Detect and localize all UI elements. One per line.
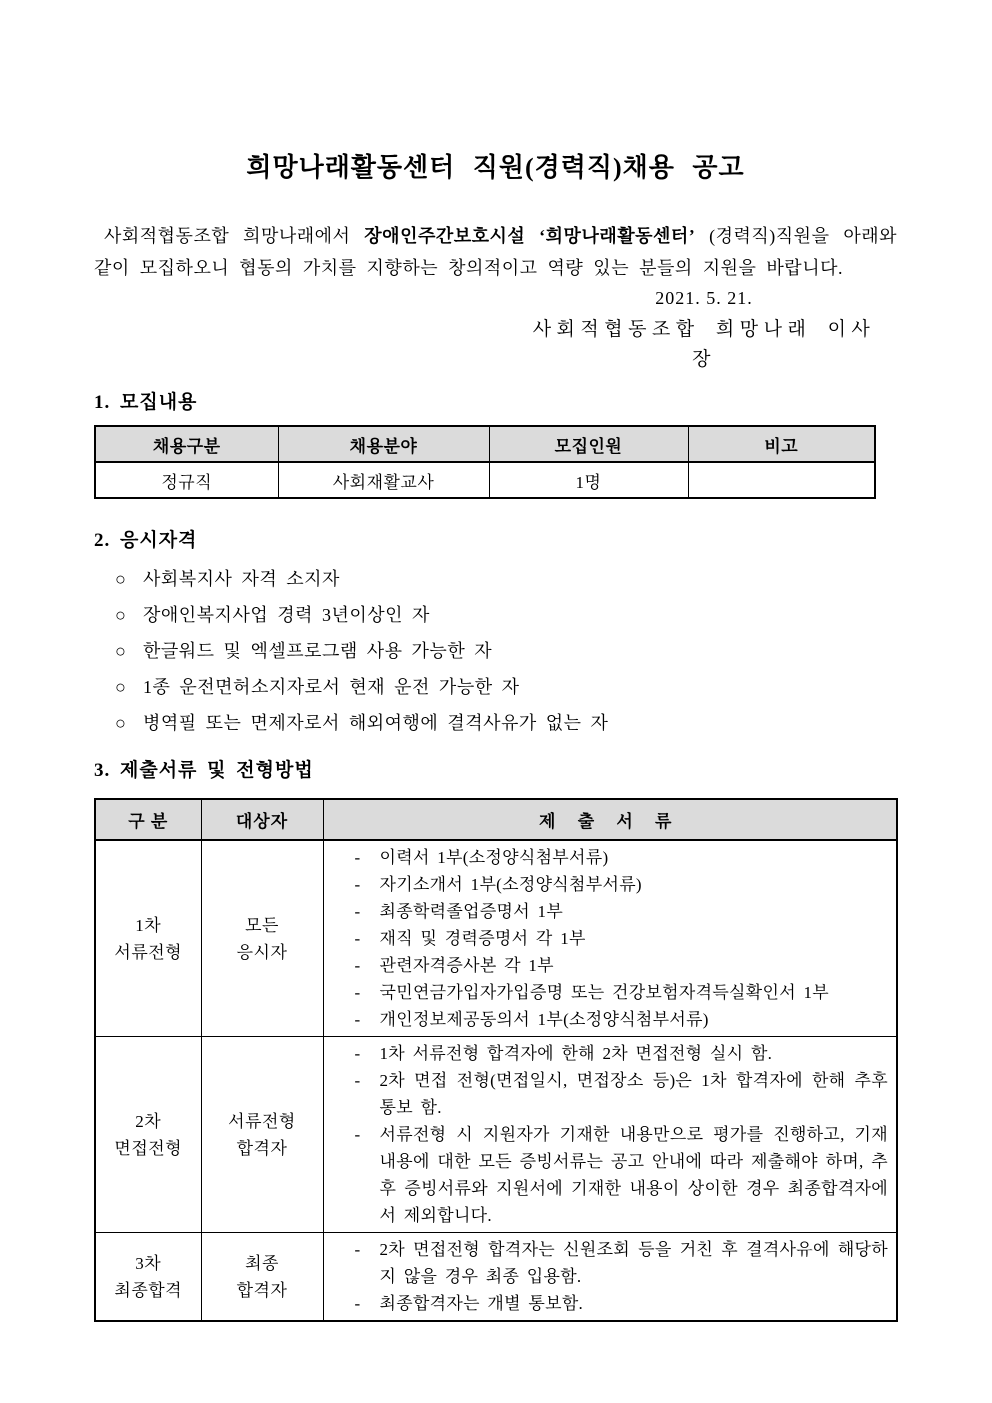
qualification-item (94, 633, 897, 669)
dash-bullet: - (354, 1125, 361, 1144)
cell-recruit-type: 정규직 (95, 462, 278, 498)
dash-bullet: - (354, 1010, 361, 1029)
qualification-item (94, 705, 897, 741)
cell-stage2 (95, 1037, 201, 1233)
intro-paragraph (94, 220, 897, 284)
doc-item-text: 1차 서류전형 합격자에 한해 2차 면접전형 실시 함. (379, 1044, 773, 1063)
stage-line2: 면접전형 (114, 1138, 183, 1158)
doc-item (339, 1040, 889, 1067)
doc-item (339, 844, 889, 871)
intro-text-2: (경력직)직원을 아래와 같이 모집하오니 협동의 가치를 지향하는 창의적이고 역량 있는 분들의 지원을 바랍니다. (94, 226, 897, 278)
doc-item-text: 재직 및 경력증명서 각 1부 (379, 929, 586, 948)
qualification-text: 장애인복지사업 경력 3년이상인 자 (143, 605, 430, 625)
intro-text-1: 사회적협동조합 희망나래에서 (104, 226, 351, 246)
qualification-text: 1종 운전면허소지자로서 현재 운전 가능한 자 (143, 677, 520, 697)
doc-item-text: 개인정보제공동의서 1부(소정양식첨부서류) (379, 1010, 709, 1029)
doc-item (339, 1006, 889, 1033)
doc-item (339, 1067, 889, 1121)
header-recruit-count: 모집인원 (489, 426, 688, 462)
stage-line1: 1차 (135, 915, 162, 935)
dash-bullet: - (354, 1071, 361, 1090)
circle-bullet-icon: ○ (115, 641, 127, 661)
dash-bullet: - (354, 956, 361, 975)
header-stage: 구 분 (95, 799, 201, 840)
submission-header-row (95, 799, 897, 840)
doc-item (339, 1236, 889, 1290)
doc-item (339, 1290, 889, 1317)
cell-recruit-field: 사회재활교사 (278, 462, 489, 498)
submission-process-table (94, 798, 898, 1322)
cell-target2 (201, 1037, 323, 1233)
cell-docs2 (323, 1037, 897, 1233)
section1-heading: 1. 모집내용 (94, 392, 198, 413)
section3-heading: 3. 제출서류 및 전형방법 (94, 760, 314, 781)
circle-bullet-icon: ○ (115, 569, 127, 589)
dash-bullet: - (354, 875, 361, 894)
table-row-stage1 (95, 840, 897, 1037)
doc-item-text: 최종학력졸업증명서 1부 (379, 902, 564, 921)
cell-target1 (201, 840, 323, 1037)
table-row-stage3 (95, 1233, 897, 1322)
doc-item (339, 952, 889, 979)
qualification-text: 병역필 또는 면제자로서 해외여행에 결격사유가 없는 자 (143, 713, 609, 733)
doc-item-text: 2차 면접전형 합격자는 신원조회 등을 거친 후 결격사유에 해당하지 않을 경우 최종 입용함. (379, 1240, 888, 1286)
header-recruit-type: 채용구분 (95, 426, 278, 462)
target-line2: 합격자 (236, 1138, 288, 1158)
doc-item-text: 자기소개서 1부(소정양식첨부서류) (379, 875, 642, 894)
target-line1: 모든 (245, 915, 279, 935)
header-recruit-field: 채용분야 (278, 426, 489, 462)
intro-bold-facility-type: 장애인주간보호시설 (364, 226, 526, 246)
dash-bullet: - (354, 902, 361, 921)
section2-heading: 2. 응시자격 (94, 530, 198, 551)
qualification-text: 사회복지사 자격 소지자 (143, 569, 340, 589)
doc-item (339, 1121, 889, 1229)
cell-recruit-count: 1명 (489, 462, 688, 498)
stage-line2: 서류전형 (114, 942, 183, 962)
dash-bullet: - (354, 929, 361, 948)
target-line1: 최종 (245, 1253, 279, 1273)
announcement-date: 2021. 5. 21. (655, 288, 753, 308)
stage-line2: 최종합격 (114, 1280, 183, 1300)
cell-recruit-note (688, 462, 875, 498)
doc-item-text: 최종합격자는 개별 통보함. (379, 1294, 584, 1313)
cell-target3 (201, 1233, 323, 1322)
circle-bullet-icon: ○ (115, 605, 127, 625)
recruitment-table (94, 425, 876, 499)
target-line2: 합격자 (236, 1280, 288, 1300)
doc-item-text: 서류전형 시 지원자가 기재한 내용만으로 평가를 진행하고, 기재 내용에 대한 모든 증빙서류는 공고 안내에 따라 제출해야 하며, 추후 증빙서류와 지원서에 기재한 내용이 상이한 경우 최종합격자에서 제외합니다. (379, 1125, 888, 1225)
doc-item (339, 871, 889, 898)
target-line2: 응시자 (236, 942, 288, 962)
cell-docs1 (323, 840, 897, 1037)
doc-item-text: 관련자격증사본 각 1부 (379, 956, 554, 975)
header-target: 대상자 (201, 799, 323, 840)
doc-item (339, 898, 889, 925)
qualification-item (94, 597, 897, 633)
stage-line1: 3차 (135, 1253, 162, 1273)
dash-bullet: - (354, 848, 361, 867)
qualification-text: 한글워드 및 엑셀프로그램 사용 가능한 자 (143, 641, 493, 661)
table-row-stage2 (95, 1037, 897, 1233)
dash-bullet: - (354, 1044, 361, 1063)
circle-bullet-icon: ○ (115, 677, 127, 697)
doc-item-text: 2차 면접 전형(면접일시, 면접장소 등)은 1차 합격자에 한해 추후 통보 함. (379, 1071, 888, 1117)
qualification-item (94, 561, 897, 597)
dash-bullet: - (354, 983, 361, 1002)
circle-bullet-icon: ○ (115, 713, 127, 733)
signature-line: 사회적협동조합 희망나래 이사장 (532, 319, 876, 370)
page-title: 희망나래활동센터 직원(경력직)채용 공고 (246, 153, 745, 182)
target-line1: 서류전형 (228, 1111, 296, 1131)
doc-item-text: 이력서 1부(소정양식첨부서류) (379, 848, 609, 867)
header-recruit-note: 비고 (688, 426, 875, 462)
stage-line1: 2차 (135, 1111, 162, 1131)
recruitment-data-row (95, 462, 875, 498)
dash-bullet: - (354, 1240, 361, 1259)
doc-item-text: 국민연금가입자가입증명 또는 건강보험자격득실확인서 1부 (379, 983, 829, 1002)
header-documents: 제 출 서 류 (323, 799, 897, 840)
qualification-list (94, 561, 897, 741)
dash-bullet: - (354, 1294, 361, 1313)
date-signature-block (523, 286, 885, 375)
recruitment-header-row (95, 426, 875, 462)
qualification-item (94, 669, 897, 705)
cell-docs3 (323, 1233, 897, 1322)
doc-item (339, 925, 889, 952)
doc-item (339, 979, 889, 1006)
intro-bold-center-name: ‘희망나래활동센터’ (539, 226, 696, 246)
cell-stage3 (95, 1233, 201, 1322)
cell-stage1 (95, 840, 201, 1037)
